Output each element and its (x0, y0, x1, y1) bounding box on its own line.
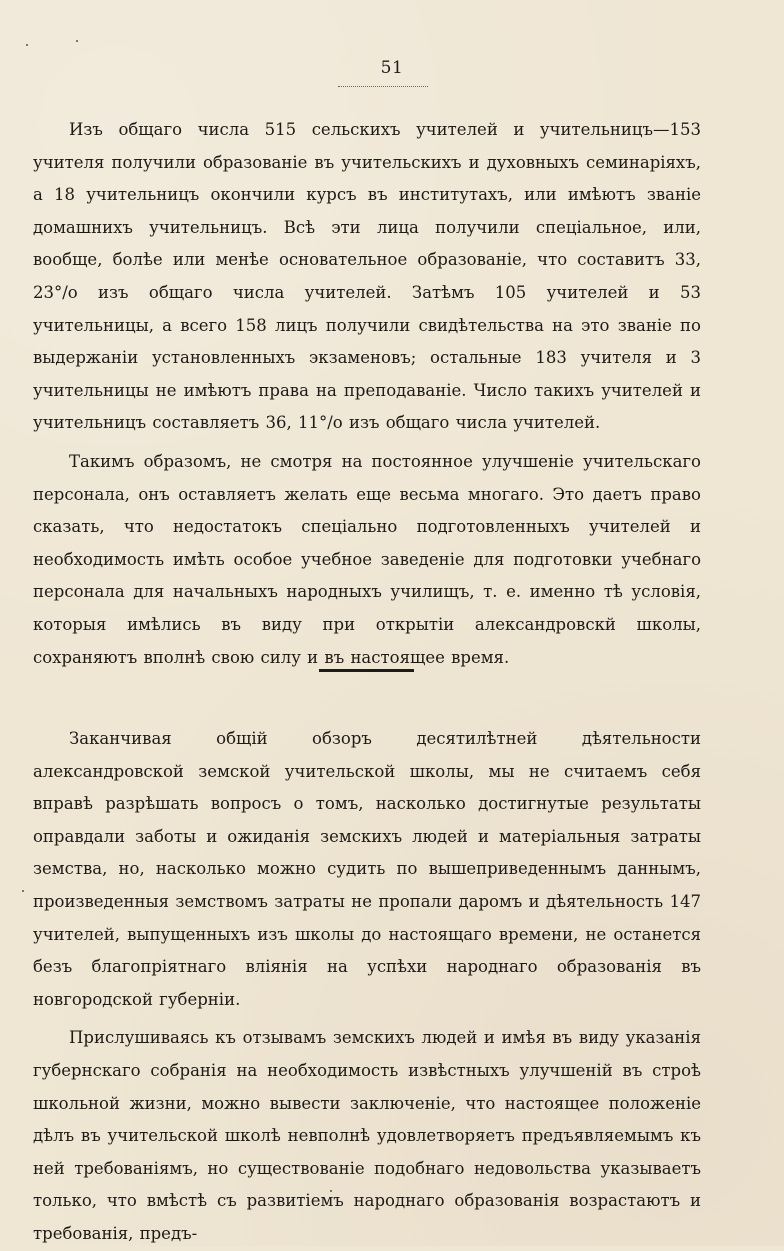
section-1 (33, 114, 701, 674)
paragraph: Заканчивая общій обзоръ десятилѣтней дѣятельности александровской земской учительской школы, мы не считаемъ себя вправѣ разрѣшать вопросъ о томъ, насколько достигнутые результаты оправдали заботы и ожиданія земскихъ людей и матеріальныя затраты земства, но, насколько можно судить по вышеприведеннымъ даннымъ, произведенныя земствомъ затраты не пропали даромъ и дѣятельность 147 учителей, выпущенныхъ изъ школы до настоящаго времени, не останется безъ благопріятнаго вліянія на успѣхи народнаго образованія въ новгородской губерніи. (33, 729, 701, 1009)
paragraph: Изъ общаго числа 515 сельскихъ учителей и учительницъ—153 учителя получили образованіе въ учительскихъ и духовныхъ семинаріяхъ, а 18 учительницъ окончили курсъ въ институтахъ, или имѣютъ званіе домашнихъ учительницъ. Всѣ эти лица получили спеціальное, или, вообще, болѣе или менѣе основательное образованіе, что составитъ 33, 23°/o изъ общаго числа учителей. Затѣмъ 105 учителей и 53 учительницы, а всего 158 лицъ получили свидѣтельства на это званіе по выдержаніи установленныхъ экзаменовъ; остальные 183 учителя и 3 учительницы не имѣютъ права на преподаваніе. Число такихъ учителей и учительницъ составляетъ 36, 11°/o изъ общаго числа учителей. (33, 120, 701, 433)
section-2 (33, 723, 701, 1251)
paragraph: Такимъ образомъ, не смотря на постоянное улучшеніе учительскаго персонала, онъ оставляетъ желать еще весьма многаго. Это даетъ право сказать, что недостатокъ спеціально подготовленныхъ учителей и необходимость имѣть особое учебное заведеніе для подготовки учебнаго персонала для начальныхъ народныхъ училищъ, т. е. именно тѣ условія, которыя имѣлись въ виду при открытіи александровскй школы, сохраняютъ вполнѣ свою силу и въ настоящее время. (33, 451, 701, 667)
section-divider (319, 669, 414, 672)
page-number-underline (338, 86, 428, 87)
paper-speck (26, 44, 28, 46)
paper-speck (22, 890, 24, 892)
paragraph: Прислушиваясь къ отзывамъ земскихъ людей и имѣя въ виду указанія губернскаго собранія на необходимость извѣстныхъ улучшеній въ строѣ школьной жизни, можно вывести заключеніе, что настоящее положеніе дѣлъ въ учительской школѣ невполнѣ удовлетворяетъ предъявляемымъ къ ней требованіямъ, но существованіе подобнаго недовольства указываетъ только, что вмѣстѣ съ развитіемъ народнаго образованія возрастаютъ и требованія, предъ- (33, 1028, 701, 1243)
page-number: 51 (380, 58, 404, 78)
paper-speck (76, 40, 78, 42)
